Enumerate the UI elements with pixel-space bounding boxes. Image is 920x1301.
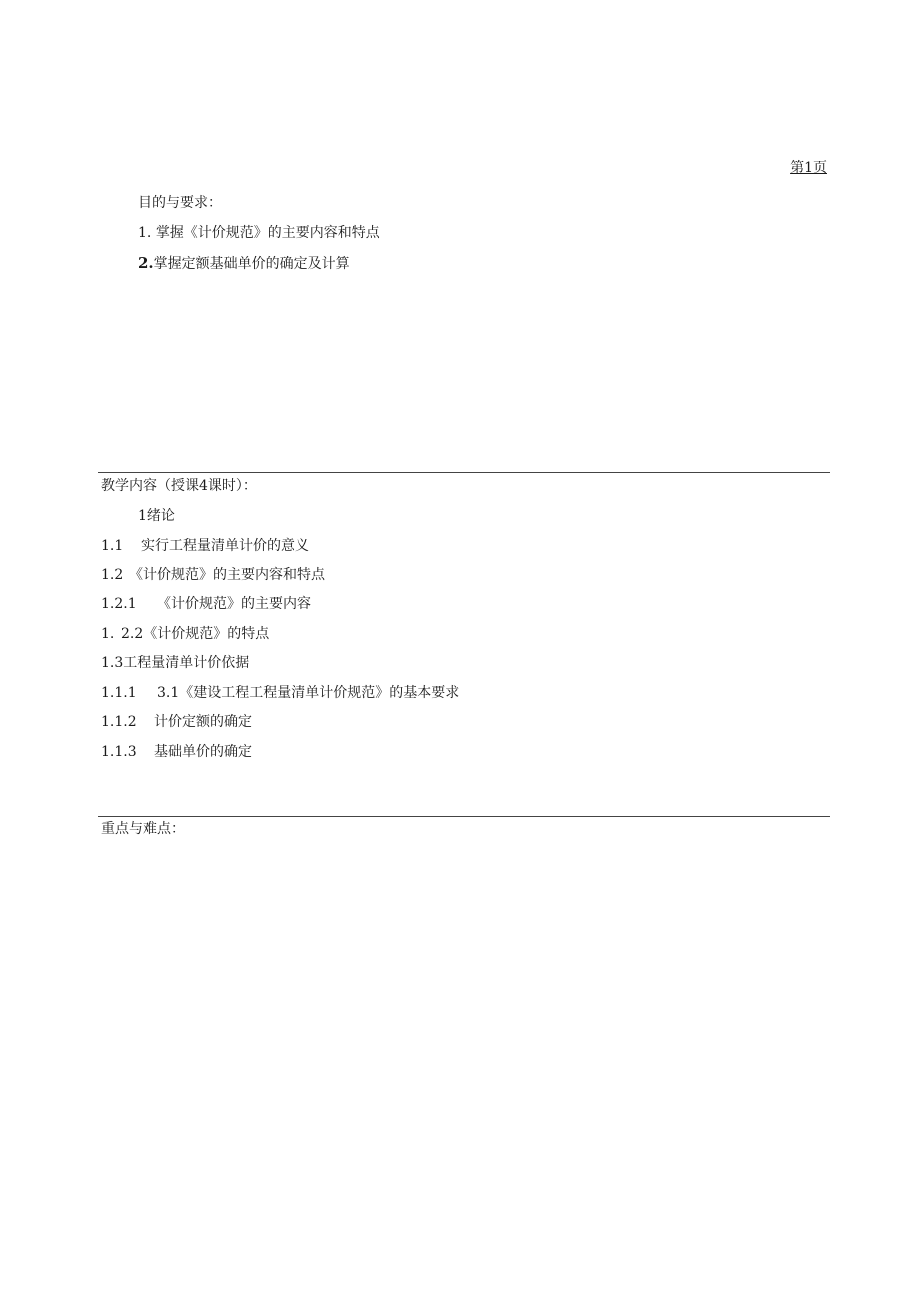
item-text: 2.2《计价规范》的特点 bbox=[121, 626, 270, 642]
item-text: 《计价规范》的主要内容和特点 bbox=[129, 567, 325, 583]
item-number: 1.2.1 bbox=[101, 596, 137, 612]
item-number: 1.1 bbox=[101, 538, 124, 554]
divider bbox=[98, 472, 830, 473]
chapter-title: 1绪论 bbox=[138, 508, 175, 524]
objective-item bbox=[138, 224, 380, 242]
outline-item bbox=[101, 654, 249, 672]
outline-item bbox=[101, 625, 269, 643]
outline-item bbox=[101, 595, 311, 613]
item-text: 掌握《计价规范》的主要内容和特点 bbox=[155, 225, 380, 241]
item-text: 计价定额的确定 bbox=[154, 714, 252, 730]
item-text: 掌握定额基础单价的确定及计算 bbox=[153, 256, 350, 272]
outline-item bbox=[101, 537, 309, 555]
outline-item bbox=[101, 713, 252, 731]
item-text: 实行工程量清单计价的意义 bbox=[141, 538, 309, 554]
item-text: 《计价规范》的主要内容 bbox=[157, 596, 311, 612]
page-number: 第1页 bbox=[790, 160, 827, 176]
objectives-heading: 目的与要求： bbox=[138, 195, 222, 211]
outline-item bbox=[101, 566, 325, 584]
outline-item bbox=[101, 684, 459, 702]
outline-item bbox=[101, 743, 252, 761]
item-number: 1.1.3 bbox=[101, 744, 137, 760]
item-number: 1. bbox=[138, 225, 152, 241]
item-number: 1.2 bbox=[101, 567, 124, 583]
divider bbox=[98, 816, 830, 817]
key-points-heading: 重点与难点： bbox=[101, 821, 185, 837]
item-number: 1.1.2 bbox=[101, 714, 137, 730]
item-text: 基础单价的确定 bbox=[154, 744, 252, 760]
item-text: 1.3工程量清单计价依据 bbox=[101, 655, 250, 671]
item-text: 3.1《建设工程工程量清单计价规范》的基本要求 bbox=[157, 685, 460, 701]
item-number: 2. bbox=[138, 254, 154, 272]
content-heading: 教学内容（授课4课时）： bbox=[101, 478, 257, 494]
objective-item bbox=[138, 254, 350, 273]
item-number: 1. bbox=[101, 626, 115, 642]
item-number: 1.1.1 bbox=[101, 685, 137, 701]
